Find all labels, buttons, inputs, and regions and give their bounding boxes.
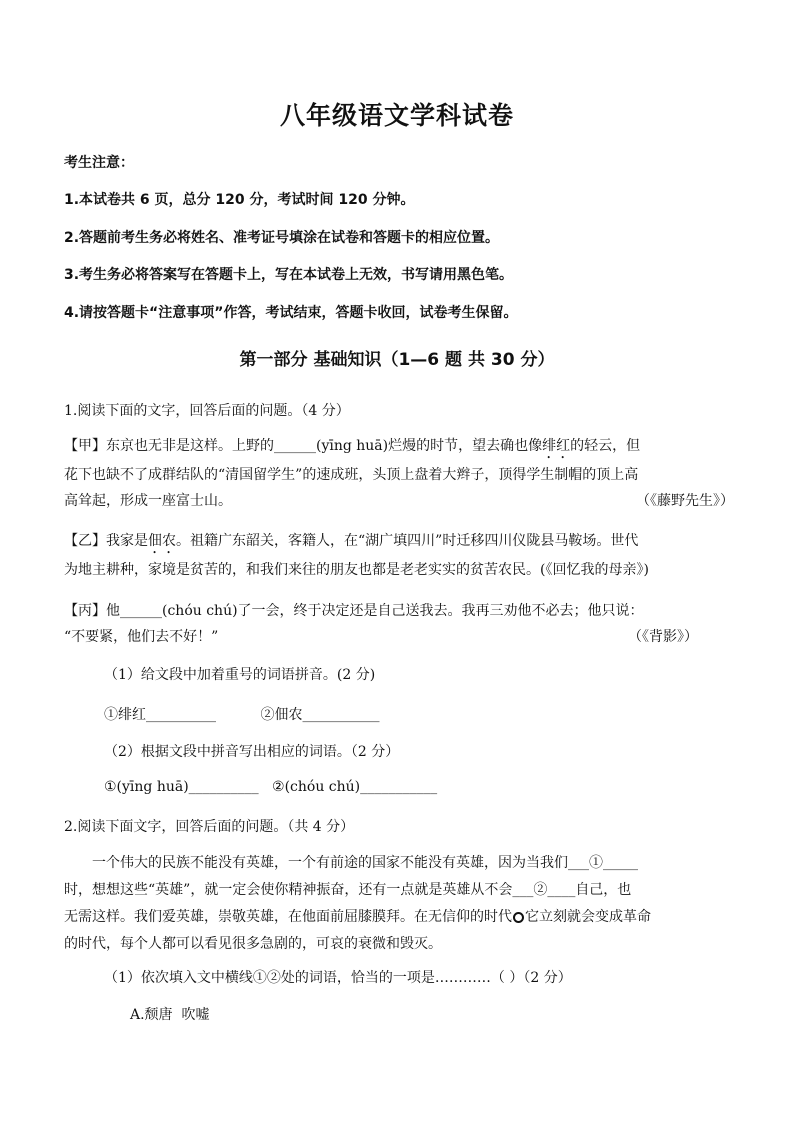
passage-yi [64, 528, 734, 583]
emphasized-word-feihong: 绯红 [542, 438, 571, 454]
question-1-stem: 1.阅读下面的文字，回答后面的问题。（4 分） [64, 403, 350, 419]
q2-sub1: （1）依次填入文中横线①②处的词语，恰当的一项是…………（ ）（2 分） [104, 970, 572, 986]
exam-title: 八年级语文学科试卷 [279, 101, 514, 130]
circle-mark-icon [513, 912, 524, 923]
passage-jia-source: （《藤野先生》） [636, 493, 734, 509]
q2-passage-line-3: 无需这样。我们爱英雄，崇敬英雄，在他面前屈膝膜拜。在无信仰的时代 它立刻就会变成革命 [64, 909, 651, 925]
q1-sub1-blanks: ①绯红__________ ②佃农___________ [104, 707, 380, 723]
q1-sub1: （1）给文段中加着重号的词语拼音。(2 分) [104, 667, 376, 683]
q1-sub2: （2）根据文段中拼音写出相应的词语。（2 分） [104, 744, 400, 760]
passage-bing-source: （《背影》） [628, 629, 698, 645]
notice-1: 1.本试卷共 6 页，总分 120 分，考试时间 120 分钟。 [64, 192, 415, 208]
emphasized-word-diannong: 佃农 [148, 533, 176, 549]
passage-jia-line-3: 高耸起，形成一座富士山。 （《藤野先生》） [64, 488, 734, 514]
q2-passage-line-1: 一个伟大的民族不能没有英雄，一个有前途的国家不能没有英雄，因为当我们___①_____ [92, 855, 638, 871]
notice-2: 2.答题前考生务必将姓名、准考证号填涂在试卷和答题卡的相应位置。 [64, 230, 500, 246]
q2-passage-line-4: 的时代，每个人都可以看见很多急剧的，可哀的衰微和毁灭。 [64, 936, 442, 952]
q2-passage-line-2: 时，想想这些“英雄”，就一定会使你精神振奋，还有一点就是英雄从不会___②____自己，也 [64, 882, 632, 898]
notice-4: 4.请按答题卡“注意事项”作答，考试结束，答题卡收回，试卷考生保留。 [64, 305, 518, 321]
passage-jia-line-2: 花下也缺不了成群结队的“清国留学生”的速成班，头顶上盘着大辫子，顶得学生制帽的顶上高 [64, 467, 639, 483]
notice-heading: 考生注意： [64, 155, 134, 171]
passage-bing [64, 598, 734, 650]
question-2-passage [64, 850, 734, 958]
notice-3: 3.考生务必将答案写在答题卡上，写在本试卷上无效，书写请用黑色笔。 [64, 267, 514, 283]
passage-bing-line-1: 【丙】他______(chóu chú)了一会，终于决定还是自己送我去。我再三劝他不必去；他只说： [64, 603, 644, 619]
passage-yi-line-1: 【乙】我家是佃农。祖籍广东韶关，客籍人，在“湖广填四川”时迁移四川仪陇县马鞍场。世代 [64, 533, 639, 549]
question-2-stem: 2.阅读下面文字，回答后面的问题。（共 4 分） [64, 819, 355, 835]
part-one-title: 第一部分 基础知识（1—6 题 共 30 分） [239, 350, 555, 370]
passage-yi-line-2: 为地主耕种，家境是贫苦的，和我们来往的朋友也都是老老实实的贫苦农民。(《回忆我的母亲》) [64, 562, 649, 578]
q1-sub2-blanks: ①(yīng huā)__________ ②(chóu chú)___________ [104, 779, 438, 795]
q2-option-a: A.颓唐 吹嘘 [130, 1007, 210, 1023]
passage-jia-line-1: 【甲】东京也无非是这样。上野的______(yīng huā)烂熳的时节，望去确也像绯红的轻云，但 [64, 438, 641, 454]
passage-bing-line-2: “不要紧，他们去不好！” （《背影》） [64, 624, 734, 650]
passage-jia [64, 433, 734, 514]
